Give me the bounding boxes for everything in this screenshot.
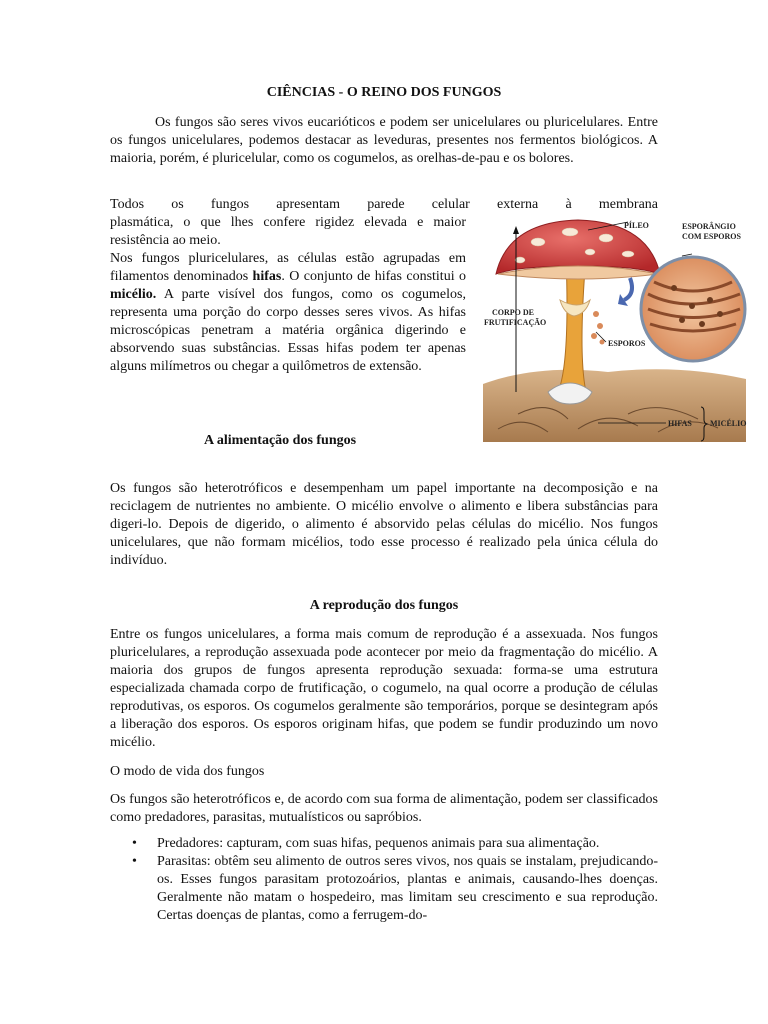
lifestyle-heading: O modo de vida dos fungos [110,764,265,779]
label-hifas: HIFAS [668,419,692,428]
wall-paragraph-rest: plasmática, o que lhes confere rigidez elevada e maior resistência ao meio. [110,215,466,248]
hyphae-text-2: . O conjunto de hifas constitui o [281,269,466,284]
bullet-mark: • [132,836,137,851]
hyphae-text-3: A parte visível dos fungos, como os cogumelos, representa uma porção do corpo desses seres vivos. As hifas microscópicas penetram a matéria orgânica digerindo e absorvendo suas substâncias. Essas hifas podem ter apenas alguns milímetros ou chegar a quilômetros de extensão. [110,287,466,374]
reproduction-paragraph: Entre os fungos unicelulares, a forma mais comum de reprodução é a assexuada. Nos fungos pluricelulares, a reprodução assexuada pode acontecer por meio da fragmentação do micélio. A maioria dos grupos de fungos apresenta reprodução sexuada: forma-se uma estrutura especializada chamada corpo de frutificação, o cogumelo, na qual ocorre a produção de células reprodutivas, os esporos. Os cogumelos geralmente são temporários, porque se desintegram após a liberação dos esporos. Os esporos originam hifas, que podem se fundir produzindo um novo micélio. [110,627,658,750]
reproduction-heading: A reprodução dos fungos [309,598,459,613]
hyphae-text-1: Nos fungos pluricelulares, as células estão agrupadas em filamentos denominados [110,251,466,284]
page-title: CIÊNCIAS - O REINO DOS FUNGOS [266,85,502,100]
label-pileo: PÍLEO [624,221,649,230]
wall-paragraph-line1: Todos os fungos apresentam parede celular externa à membrana [110,197,658,212]
lifestyle-paragraph: Os fungos são heterotróficos e, de acordo com sua forma de alimentação, podem ser classificados como predadores, parasitas, mutualísticos ou sapróbios. [110,792,658,825]
label-com-esporos: COM ESPOROS [682,232,741,241]
feeding-heading: A alimentação dos fungos [204,433,357,448]
feeding-paragraph: Os fungos são heterotróficos e desempenham um papel importante na decomposição e na reciclagem de nutrientes no ambiente. O micélio envolve o alimento e libera substâncias para digeri-lo. Depois de digerido, o alimento é absorvido pelas células do micélio. Nos fungos unicelulares, que não formam micélios, todo esse processo é realizado pela única célula do indivíduo. [110,481,658,568]
label-corpo: CORPO DE [492,308,534,317]
label-esporangio: ESPORÂNGIO [682,222,736,231]
intro-paragraph: Os fungos são seres vivos eucarióticos e podem ser unicelulares ou pluricelulares. Entre os fungos unicelulares, podemos destacar as leveduras, presentes nos fermentos biológicos. A maioria, porém, é pluricelular, como os cogumelos, as orelhas-de-pau e os bolores. [110,115,658,166]
label-esporos: ESPOROS [608,339,646,348]
hyphae-paragraph [110,250,466,376]
label-frutificacao: FRUTIFICAÇÃO [484,318,547,327]
lifestyle-list [110,835,658,925]
list-item [110,835,658,853]
mushroom-figure [478,214,748,442]
list-item-text: Parasitas: obtêm seu alimento de outros seres vivos, nos quais se instalam, prejudicando-os. Esses fungos parasitam protozoários, plantas e animais, causando-lhes doenças. Geralmente não matam o hospedeiro, mas limitam seu crescimento e sua reprodução. Certas doenças de plantas, como a ferrugem-do- [157,854,658,923]
micelio-term: micélio. [110,287,157,302]
mushroom-illustration [478,214,748,442]
label-micelio: MICÉLIO [710,419,747,428]
bullet-mark: • [132,854,137,869]
list-item [110,853,658,925]
hifas-term: hifas [252,269,282,284]
list-item-text: Predadores: capturam, com suas hifas, pequenos animais para sua alimentação. [157,836,600,851]
